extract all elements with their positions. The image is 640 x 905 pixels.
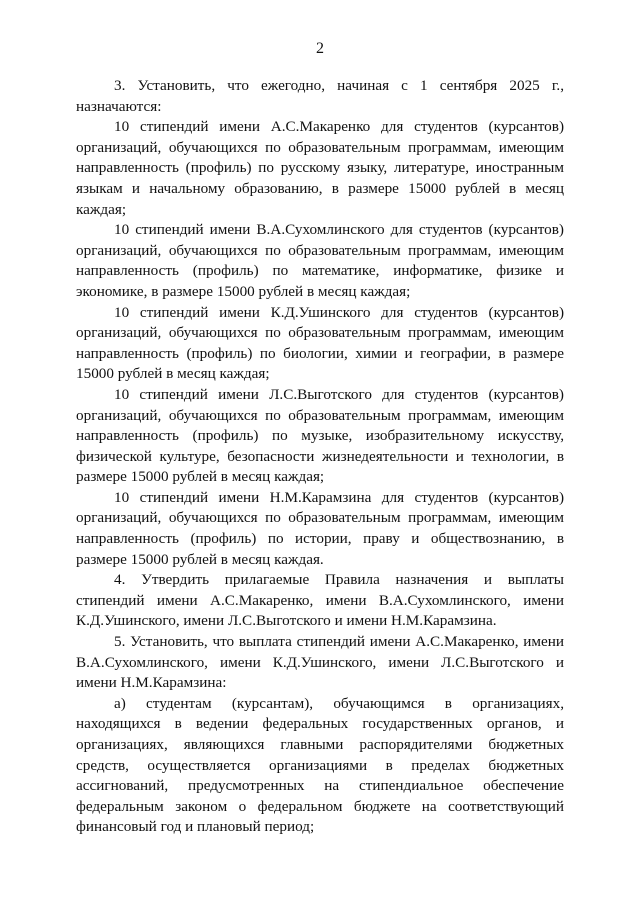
paragraph-vygotsky-scholarship: 10 стипендий имени Л.С.Выготского для студентов (курсантов) организаций, обучающихся по образовательным программам, имеющим направленность (профиль) по музыке, изобразительному искусству, физической культуре, безопасности жизнедеятельности и технологии, в размере 15000 рублей в месяц каждая; — [76, 385, 564, 486]
paragraph-makarenko-scholarship: 10 стипендий имени А.С.Макаренко для студентов (курсантов) организаций, обучающихся по образовательным программам, имеющим направленность (профиль) по русскому языку, литературе, иностранным языкам и начальному образованию, в размере 15000 рублей в месяц каждая; — [76, 118, 564, 218]
paragraph-ushinsky-scholarship: 10 стипендий имени К.Д.Ушинского для студентов (курсантов) организаций, обучающихся по образовательным программам, имеющим направленность (профиль) по биологии, химии и географии, в размере 15000 рублей в месяц каждая; — [76, 303, 564, 383]
page-number: 2 — [316, 40, 324, 57]
paragraph-item-5a: а) студентам (курсантам), обучающимся в организациях, находящихся в ведении федеральных государственных органов, и организациях, являющихся главными распорядителями бюджетных средств, осуществляется организациями в пределах бюджетных ассигнований, предусмотренных на стипендиальное обеспечение федеральным законом о федеральном бюджете на соответствующий финансовый год и плановый период; — [76, 694, 564, 836]
paragraph-sukhomlinsky-scholarship: 10 стипендий имени В.А.Сухомлинского для студентов (курсантов) организаций, обучающихся по образовательным программам, имеющим направленность (профиль) по математике, информатике, физике и экономике, в размере 15000 рублей в месяц каждая; — [76, 221, 564, 300]
paragraph-item-5: 5. Установить, что выплата стипендий имени А.С.Макаренко, имени В.А.Сухомлинского, имени К.Д.Ушинского, имени Л.С.Выготского и имени Н.М.Карамзина: — [76, 633, 564, 692]
paragraph-karamzin-scholarship: 10 стипендий имени Н.М.Карамзина для студентов (курсантов) организаций, обучающихся по образовательным программам, имеющим направленность (профиль) по истории, праву и обществознанию, в размере 15000 рублей в месяц каждая. — [76, 488, 564, 568]
document-body — [76, 76, 564, 838]
paragraph-item-4: 4. Утвердить прилагаемые Правила назначения и выплаты стипендий имени А.С.Макаренко, имени В.А.Сухомлинского, имени К.Д.Ушинского, имени Л.С.Выготского и имени Н.М.Карамзина. — [76, 571, 564, 630]
paragraph-item-3: 3. Установить, что ежегодно, начиная с 1 сентября 2025 г., назначаются: — [76, 77, 564, 115]
